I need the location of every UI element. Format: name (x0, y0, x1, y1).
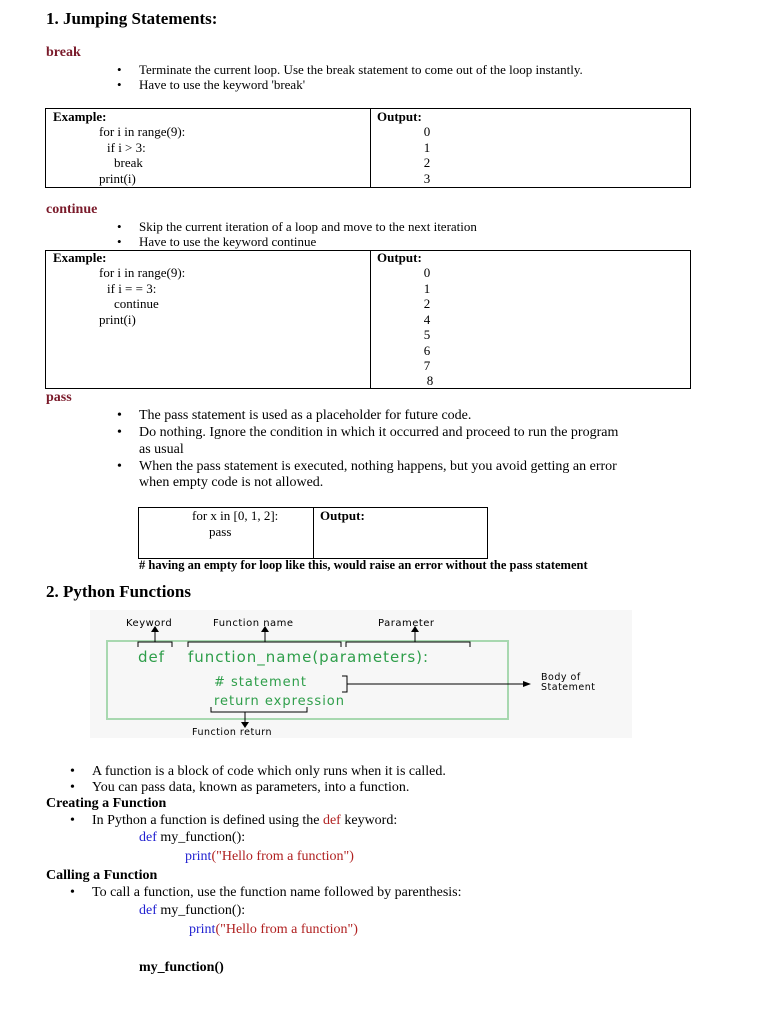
keyword-bracket (138, 642, 172, 647)
continue-output-value: 4 (423, 312, 431, 327)
break-output-value: 3 (423, 171, 431, 186)
keyword-break-heading: break (46, 45, 81, 60)
break-code-line-1: for i in range(9): (99, 124, 186, 139)
continue-output-label: Output: (377, 250, 422, 265)
break-output-label: Output: (377, 109, 422, 124)
parameter-bracket (346, 642, 470, 647)
diagram-label-parameter: Parameter (378, 618, 435, 629)
def-keyword-inline: def (322, 813, 341, 828)
diagram-body-line-2: Statement (541, 682, 596, 693)
continue-code-line-2: if i = = 3: (107, 281, 157, 296)
diagram-body-label (541, 673, 596, 693)
function-bullet-2: • You can pass data, known as parameters, into a function. (70, 780, 410, 795)
creating-function-heading: Creating a Function (46, 796, 167, 811)
pass-code-line-2: pass (209, 524, 232, 539)
continue-bullet-1: • Skip the current iteration of a loop and move to the next iteration (117, 219, 477, 234)
break-output-value: 0 (423, 124, 431, 139)
keyword-pass-heading: pass (46, 390, 72, 405)
continue-output-value: 5 (423, 327, 431, 342)
pass-bullet-2-cont: as usual (139, 442, 184, 457)
diagram-def: def (138, 648, 166, 666)
continue-bullet-2: • Have to use the keyword continue (117, 234, 317, 249)
break-code-line-4: print(i) (99, 171, 136, 186)
continue-output-value: 6 (423, 343, 431, 358)
section-title-functions: 2. Python Functions (46, 582, 191, 601)
pass-bullet-2: • Do nothing. Ignore the condition in which it occurred and proceed to run the program (117, 425, 619, 440)
section-title-jumping: 1. Jumping Statements: (46, 9, 218, 28)
continue-output-value: 0 (423, 265, 431, 280)
creating-code-line-2: print("Hello from a function") (185, 849, 354, 864)
continue-output-value: 8 (426, 373, 434, 388)
break-bullet-1: • Terminate the current loop. Use the break statement to come out of the loop instantly. (117, 62, 583, 77)
pass-bullet-1: • The pass statement is used as a placeholder for future code. (117, 408, 472, 423)
creating-code-line-1: def my_function(): (139, 830, 246, 845)
break-example-label: Example: (53, 109, 107, 124)
continue-code-line-4: print(i) (99, 312, 136, 327)
break-code-line-2: if i > 3: (107, 140, 146, 155)
continue-code-line-1: for i in range(9): (99, 265, 186, 280)
break-output-value: 2 (423, 155, 431, 170)
calling-code-call: my_function() (139, 960, 224, 975)
continue-code-line-3: continue (114, 296, 159, 311)
pass-example-table (138, 507, 488, 559)
diagram-statement: # statement (214, 675, 307, 690)
diagram-body-line-1: Body of (541, 672, 581, 683)
calling-code-line-2: print("Hello from a function") (189, 922, 358, 937)
function-name-bracket (188, 642, 341, 647)
function-bullet-1: • A function is a block of code which only runs when it is called. (70, 764, 446, 779)
calling-bullet: • To call a function, use the function name followed by parenthesis: (70, 885, 462, 900)
continue-output-value: 7 (423, 358, 431, 373)
continue-output-value: 2 (423, 296, 431, 311)
pass-bullet-3: • When the pass statement is executed, nothing happens, but you avoid getting an error (117, 459, 617, 474)
diagram-return: return expression (214, 694, 346, 709)
calling-code-line-1: def my_function(): (139, 903, 246, 918)
break-code-line-3: break (114, 155, 143, 170)
pass-output-label: Output: (320, 508, 365, 523)
diagram-label-keyword: Keyword (126, 618, 173, 629)
diagram-label-function-name: Function name (213, 618, 294, 629)
diagram-function-return: Function return (192, 727, 272, 738)
break-output-value: 1 (423, 140, 431, 155)
keyword-continue-heading: continue (46, 202, 98, 217)
creating-bullet: • In Python a function is defined using the def keyword: (70, 813, 398, 828)
continue-example-label: Example: (53, 250, 107, 265)
break-bullet-2: • Have to use the keyword 'break' (117, 77, 306, 92)
diagram-signature: function_name(parameters): (188, 648, 430, 666)
statement-bracket (342, 676, 347, 692)
pass-code-line-1: for x in [0, 1, 2]: (192, 508, 279, 523)
function-syntax-diagram (90, 610, 632, 738)
pass-note: # having an empty for loop like this, would raise an error without the pass statement (139, 558, 588, 572)
calling-function-heading: Calling a Function (46, 868, 158, 883)
pass-bullet-3-cont: when empty code is not allowed. (139, 475, 324, 490)
body-arrow-head (523, 681, 531, 687)
continue-output-value: 1 (423, 281, 431, 296)
